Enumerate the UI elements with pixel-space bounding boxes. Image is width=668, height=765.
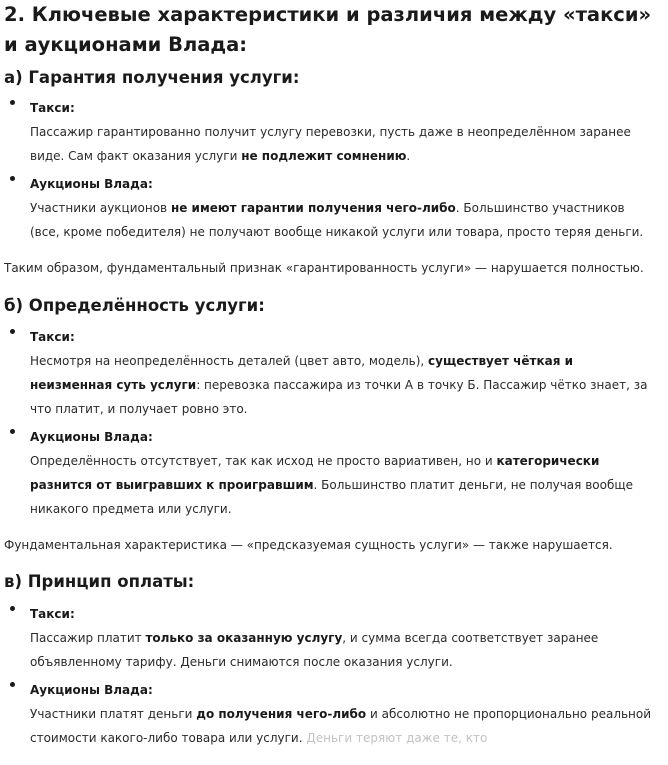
faded-streaming-text: Деньги теряют даже те, кто bbox=[306, 731, 488, 745]
item-term: Такси: bbox=[30, 101, 75, 115]
list-item-auction-payment bbox=[30, 678, 655, 750]
bullet-icon bbox=[10, 429, 15, 434]
section-title-payment: в) Принцип оплаты: bbox=[4, 572, 195, 591]
item-term: Такси: bbox=[30, 607, 75, 621]
emphasis: категорически разнится от выигравших к проигравшим bbox=[30, 454, 600, 492]
list-item-taxi-payment bbox=[30, 602, 655, 674]
summary-paragraph: Таким образом, фундаментальный признак «гарантированность услуги» — нарушается полностью. bbox=[4, 261, 644, 275]
main-heading: 2. Ключевые характеристики и различия между «такси» и аукционами Влада: bbox=[4, 3, 652, 56]
emphasis: только за оказанную услугу bbox=[145, 631, 343, 645]
item-term: Аукционы Влада: bbox=[30, 683, 153, 697]
emphasis: существует чёткая и неизменная суть услуги bbox=[30, 354, 573, 392]
list-item-taxi-certainty bbox=[30, 325, 655, 421]
bullet-icon bbox=[10, 100, 15, 105]
item-term: Аукционы Влада: bbox=[30, 177, 153, 191]
summary-paragraph: Фундаментальная характеристика — «предсказуемая сущность услуги» — также нарушается. bbox=[4, 538, 613, 552]
list-item-auction-guarantee bbox=[30, 172, 655, 244]
item-term: Такси: bbox=[30, 330, 75, 344]
item-description: Несмотря на неопределённость деталей (цвет авто, модель), существует чёткая и неизменная суть услуги: перевозка пассажира из точки А в точку Б. Пассажир чётко знает, за что платит, и получает ровно это. bbox=[30, 354, 648, 416]
section-title-certainty: б) Определённость услуги: bbox=[4, 296, 265, 315]
bullet-icon bbox=[10, 176, 15, 181]
section-title-guarantee: а) Гарантия получения услуги: bbox=[4, 68, 300, 87]
list-item-taxi-guarantee bbox=[30, 96, 655, 168]
emphasis: не имеют гарантии получения чего-либо bbox=[170, 201, 456, 215]
item-description: Пассажир гарантированно получит услугу перевозки, пусть даже в неопределённом заранее виде. Сам факт оказания услуги не подлежит сомнению. bbox=[30, 125, 631, 163]
bullet-icon bbox=[10, 682, 15, 687]
bullet-icon bbox=[10, 606, 15, 611]
item-description: Участники платят деньги до получения чего-либо и абсолютно не пропорционально реальной стоимости какого-либо товара или услуги. Деньги теряют даже те, кто bbox=[30, 707, 652, 745]
item-description: Определённость отсутствует, так как исход не просто вариативен, но и категорически разнится от выигравших к проигравшим. Большинство платит деньги, не получая вообще никакого предмета или услуги. bbox=[30, 454, 634, 516]
emphasis: до получения чего-либо bbox=[196, 707, 367, 721]
emphasis: не подлежит сомнению bbox=[241, 149, 407, 163]
list-item-auction-certainty bbox=[30, 425, 655, 521]
item-description: Пассажир платит только за оказанную услугу, и сумма всегда соответствует заранее объявленному тарифу. Деньги снимаются после оказания услуги. bbox=[30, 631, 599, 669]
bullet-icon bbox=[10, 329, 15, 334]
item-term: Аукционы Влада: bbox=[30, 430, 153, 444]
item-description: Участники аукционов не имеют гарантии получения чего-либо. Большинство участников (все, кроме победителя) не получают вообще никакой услуги или товара, просто теряя деньги. bbox=[30, 201, 644, 239]
